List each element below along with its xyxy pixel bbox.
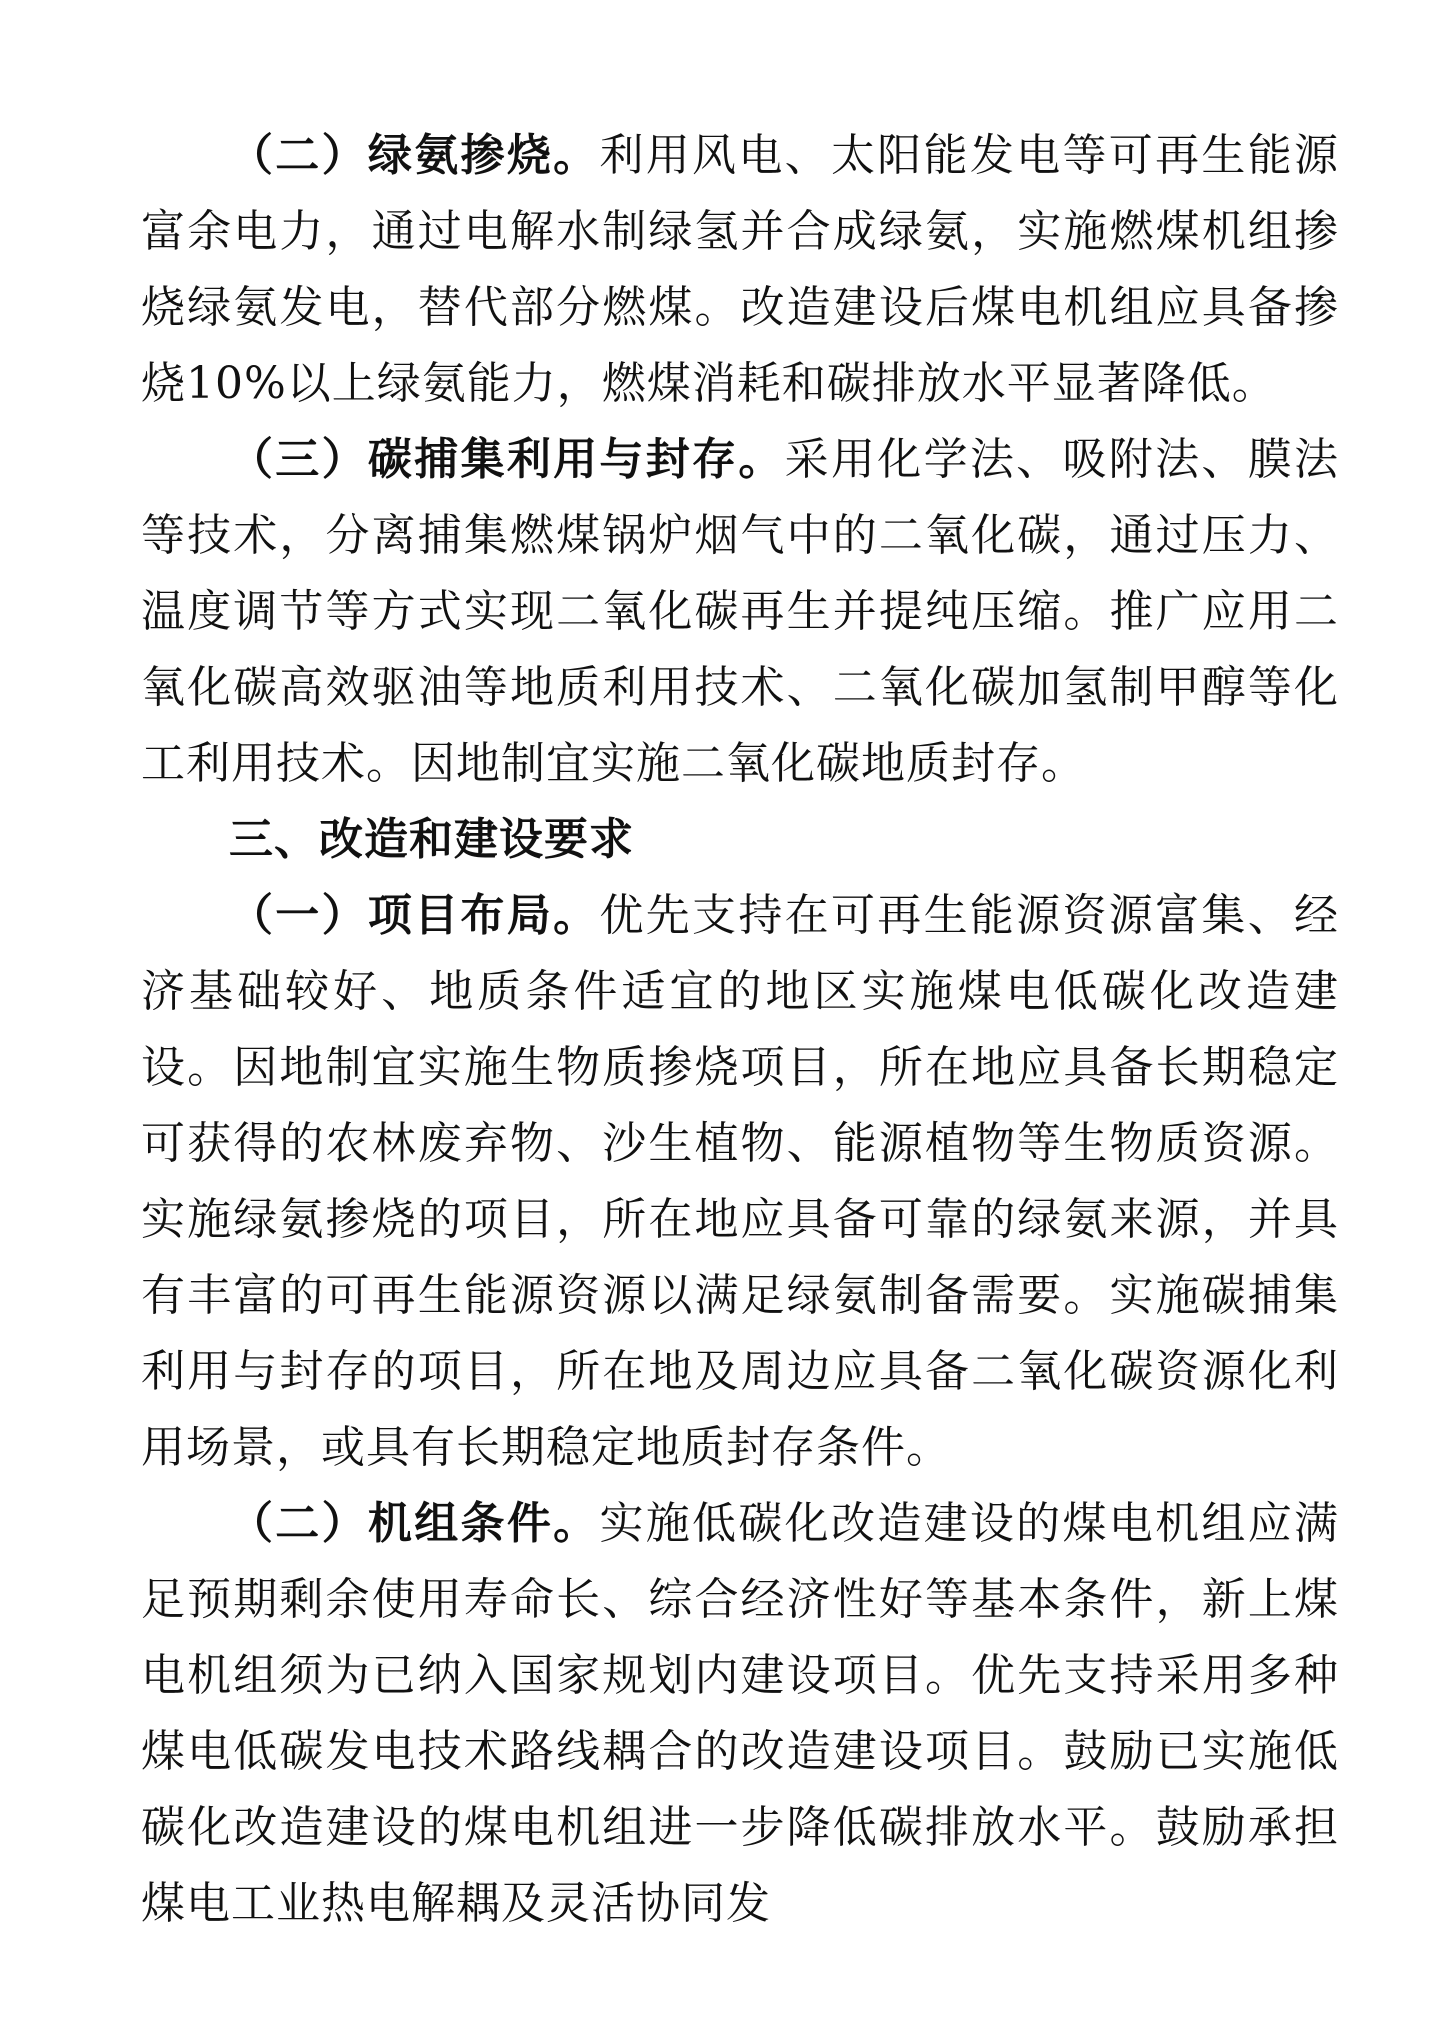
paragraph-body: 利用风电、太阳能发电等可再生能源富余电力，通过电解水制绿氢并合成绿氨，实施燃煤机组掺烧绿氨发电，替代部分燃煤。改造建设后煤电机组应具备掺烧10%以上绿氨能力，燃煤消耗和碳排放水平显著降低。 xyxy=(141,130,1340,409)
paragraph-body: 实施低碳化改造建设的煤电机组应满足预期剩余使用寿命长、综合经济性好等基本条件，新上煤电机组须为已纳入国家规划内建设项目。优先支持采用多种煤电低碳发电技术路线耦合的改造建设项目。鼓励已实施低碳化改造建设的煤电机组进一步降低碳排放水平。鼓励承担煤电工业热电解耦及灵活协同发 xyxy=(141,1498,1340,1929)
paragraph-lead: （二）机组条件。 xyxy=(229,1498,600,1549)
paragraph-body: 优先支持在可再生能源资源富集、经济基础较好、地质条件适宜的地区实施煤电低碳化改造建设。因地制宜实施生物质掺烧项目，所在地应具备长期稳定可获得的农林废弃物、沙生植物、能源植物等生物质资源。实施绿氨掺烧的项目，所在地应具备可靠的绿氨来源，并具有丰富的可再生能源资源以满足绿氨制备需要。实施碳捕集利用与封存的项目，所在地及周边应具备二氧化碳资源化利用场景，或具有长期稳定地质封存条件。 xyxy=(141,890,1340,1473)
document-page xyxy=(141,118,1339,1942)
paragraph-lead: （一）项目布局。 xyxy=(229,890,600,941)
paragraph-green-ammonia xyxy=(141,118,1339,422)
paragraph-unit-conditions xyxy=(141,1486,1339,1942)
paragraph-ccus xyxy=(141,422,1339,802)
paragraph-lead: （二）绿氨掺烧。 xyxy=(229,130,600,181)
section-heading: 三、改造和建设要求 xyxy=(229,814,634,865)
paragraph-body: 采用化学法、吸附法、膜法等技术，分离捕集燃煤锅炉烟气中的二氧化碳，通过压力、温度调节等方式实现二氧化碳再生并提纯压缩。推广应用二氧化碳高效驱油等地质利用技术、二氧化碳加氢制甲醇等化工利用技术。因地制宜实施二氧化碳地质封存。 xyxy=(141,434,1340,789)
paragraph-project-layout xyxy=(141,878,1339,1486)
paragraph-lead: （三）碳捕集利用与封存。 xyxy=(229,434,785,485)
